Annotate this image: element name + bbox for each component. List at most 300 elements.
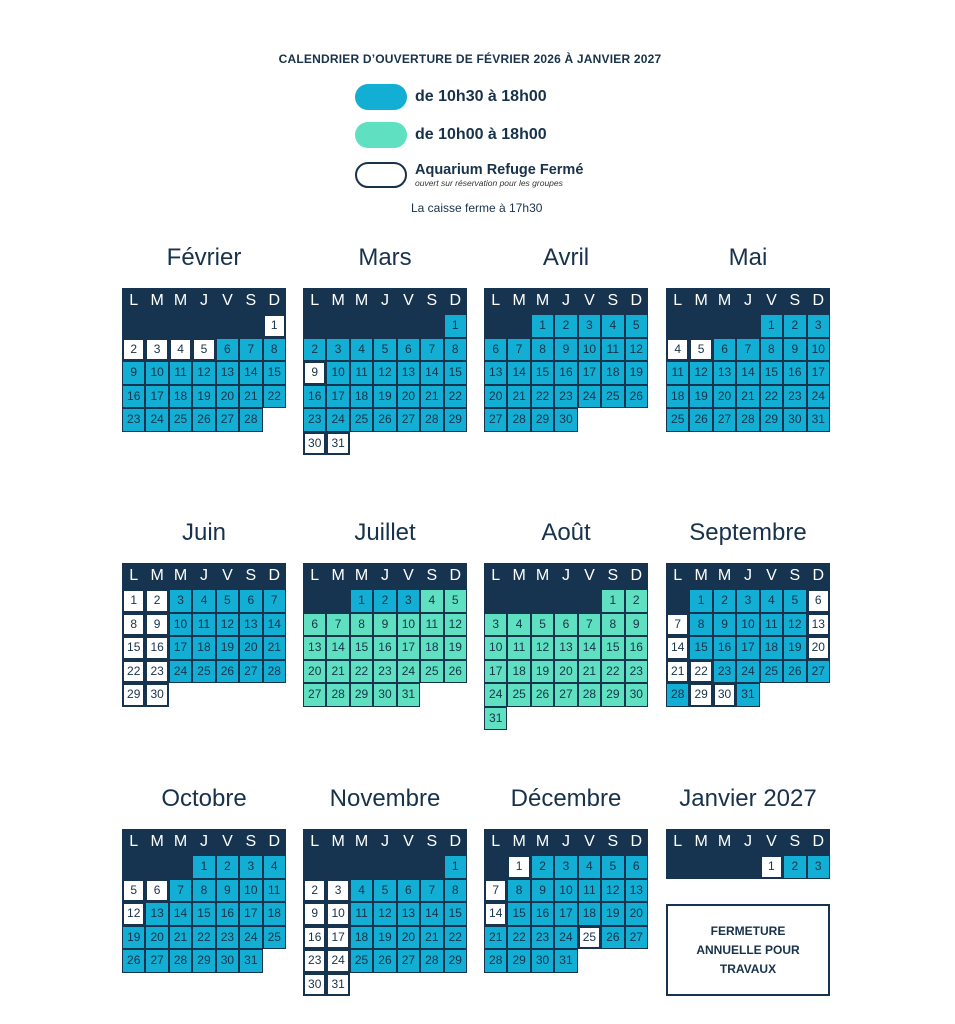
month-grid — [122, 829, 286, 973]
day-cell-hours-a: 17 — [145, 385, 168, 409]
day-cell-hours-a: 6 — [713, 338, 736, 362]
day-cell-hours-b: 13 — [303, 636, 326, 660]
day-cell-hours-b: 6 — [303, 613, 326, 637]
week-row — [666, 408, 830, 432]
day-cell-hours-a: 28 — [169, 949, 192, 973]
weekday-label: V — [403, 833, 414, 850]
day-cell-hours-a: 21 — [484, 926, 507, 950]
weekday-label: S — [607, 833, 619, 850]
day-cell-hours-b: 4 — [507, 613, 530, 637]
day-cell-closed: 16 — [145, 636, 168, 660]
day-cell-closed: 6 — [145, 879, 168, 903]
day-cell-hours-a: 23 — [216, 926, 239, 950]
day-cell-hours-a: 15 — [531, 361, 554, 385]
blank-space — [263, 683, 286, 707]
weekday-label: S — [245, 567, 257, 584]
day-cell-hours-a: 3 — [397, 589, 420, 613]
week-row — [303, 408, 467, 432]
day-cell-hours-a: 8 — [507, 879, 530, 903]
day-cell-hours-a: 8 — [531, 338, 554, 362]
weekday-label: V — [766, 567, 777, 584]
weekday-label: L — [310, 567, 320, 584]
day-cell-hours-a: 22 — [192, 926, 215, 950]
day-cell-hours-a: 7 — [239, 338, 262, 362]
weekday-label: J — [380, 833, 389, 850]
day-cell-hours-b: 17 — [484, 660, 507, 684]
legend-label-closed-sub: ouvert sur réservation pour les groupes — [415, 178, 563, 188]
week-row — [666, 660, 830, 684]
day-cell-hours-b: 31 — [484, 707, 507, 731]
empty-day-cell — [666, 589, 689, 613]
weekday-label: J — [380, 567, 389, 584]
month-name: Février — [166, 244, 242, 271]
day-cell-closed: 3 — [326, 879, 349, 903]
weekday-label: M — [512, 833, 526, 850]
empty-day-cell — [397, 314, 420, 338]
empty-day-cell — [350, 314, 373, 338]
empty-day-cell — [689, 855, 712, 879]
day-cell-hours-a: 19 — [601, 902, 624, 926]
month-grid — [484, 829, 648, 973]
day-cell-hours-a: 21 — [736, 385, 759, 409]
day-cell-hours-a: 18 — [350, 385, 373, 409]
day-cell-hours-a: 20 — [484, 385, 507, 409]
day-cell-hours-a: 11 — [601, 338, 624, 362]
weekday-label: D — [630, 292, 643, 309]
blank-space — [601, 949, 624, 973]
day-cell-hours-a: 31 — [736, 683, 759, 707]
empty-day-cell — [420, 855, 443, 879]
day-cell-hours-a: 20 — [713, 385, 736, 409]
day-cell-hours-b: 11 — [507, 636, 530, 660]
weekday-label: M — [173, 292, 188, 309]
blank-space — [350, 973, 373, 997]
day-cell-hours-a: 28 — [420, 408, 443, 432]
empty-day-cell — [420, 314, 443, 338]
day-cell-hours-a: 20 — [216, 385, 239, 409]
day-cell-hours-a: 24 — [239, 926, 262, 950]
week-row — [666, 385, 830, 409]
day-cell-hours-a: 28 — [666, 683, 689, 707]
weekday-label: J — [743, 833, 752, 850]
day-cell-closed: 12 — [122, 902, 145, 926]
day-cell-hours-b: 22 — [601, 660, 624, 684]
day-cell-hours-a: 7 — [263, 589, 286, 613]
day-cell-hours-a: 29 — [760, 408, 783, 432]
month-name: Mai — [728, 244, 768, 271]
week-row — [666, 361, 830, 385]
day-cell-hours-a: 10 — [239, 879, 262, 903]
weekday-header — [303, 829, 467, 855]
day-cell-hours-a: 6 — [625, 855, 648, 879]
day-cell-hours-a: 25 — [601, 385, 624, 409]
day-cell-hours-a: 23 — [554, 385, 577, 409]
week-row — [303, 385, 467, 409]
day-cell-hours-a: 21 — [507, 385, 530, 409]
empty-day-cell — [239, 314, 262, 338]
day-cell-hours-a: 3 — [807, 314, 830, 338]
weekday-label: L — [491, 833, 501, 850]
day-cell-hours-a: 28 — [736, 408, 759, 432]
week-row — [303, 902, 467, 926]
weekday-label: D — [812, 833, 825, 850]
day-cell-closed: 15 — [122, 636, 145, 660]
day-cell-hours-a: 9 — [122, 361, 145, 385]
day-cell-hours-a: 3 — [578, 314, 601, 338]
day-cell-hours-b: 26 — [444, 660, 467, 684]
day-cell-hours-a: 19 — [625, 361, 648, 385]
day-cell-hours-b: 8 — [601, 613, 624, 637]
empty-day-cell — [736, 855, 759, 879]
day-cell-hours-a: 6 — [484, 338, 507, 362]
day-cell-hours-a: 5 — [373, 879, 396, 903]
day-cell-hours-a: 15 — [760, 361, 783, 385]
day-cell-hours-b: 18 — [507, 660, 530, 684]
legend-item-hours-b — [355, 122, 547, 148]
day-cell-hours-a: 17 — [169, 636, 192, 660]
day-cell-closed: 14 — [666, 636, 689, 660]
day-cell-hours-a: 8 — [444, 879, 467, 903]
day-cell-hours-a: 25 — [760, 660, 783, 684]
empty-day-cell — [216, 314, 239, 338]
day-cell-hours-b: 10 — [484, 636, 507, 660]
day-cell-hours-b: 19 — [531, 660, 554, 684]
day-cell-hours-a: 4 — [601, 314, 624, 338]
week-row — [303, 613, 467, 637]
day-cell-hours-a: 7 — [420, 338, 443, 362]
weekday-label: J — [561, 292, 570, 309]
month-name: Mars — [358, 244, 412, 271]
week-row — [122, 338, 286, 362]
day-cell-hours-a: 26 — [192, 408, 215, 432]
day-cell-hours-b: 16 — [373, 636, 396, 660]
weekday-header — [484, 563, 648, 589]
day-cell-hours-b: 28 — [578, 683, 601, 707]
day-cell-hours-b: 7 — [578, 613, 601, 637]
weekday-label: S — [426, 833, 438, 850]
day-cell-hours-b: 12 — [531, 636, 554, 660]
weekday-label: D — [449, 567, 462, 584]
week-row — [484, 707, 648, 731]
day-cell-hours-a: 21 — [420, 385, 443, 409]
day-cell-hours-a: 4 — [760, 589, 783, 613]
empty-day-cell — [326, 314, 349, 338]
day-cell-hours-a: 28 — [507, 408, 530, 432]
week-row — [484, 408, 648, 432]
week-row — [122, 879, 286, 903]
weekday-label: S — [607, 292, 619, 309]
month-grid — [666, 563, 830, 707]
day-cell-hours-a: 3 — [736, 589, 759, 613]
blank-space — [444, 683, 467, 707]
day-cell-hours-a: 19 — [373, 926, 396, 950]
weekday-label: J — [199, 567, 208, 584]
day-cell-hours-a: 12 — [216, 613, 239, 637]
empty-day-cell — [531, 589, 554, 613]
day-cell-hours-b: 24 — [484, 683, 507, 707]
day-cell-closed: 30 — [145, 683, 168, 707]
blank-space — [239, 683, 262, 707]
weekday-label: M — [354, 292, 369, 309]
day-cell-hours-b: 2 — [625, 589, 648, 613]
day-cell-hours-a: 26 — [689, 408, 712, 432]
day-cell-hours-a: 31 — [554, 949, 577, 973]
week-row — [484, 879, 648, 903]
empty-day-cell — [666, 314, 689, 338]
blank-space — [420, 432, 443, 456]
day-cell-closed: 5 — [192, 338, 215, 362]
day-cell-hours-a: 17 — [554, 902, 577, 926]
weekday-label: V — [222, 567, 233, 584]
empty-day-cell — [303, 855, 326, 879]
empty-day-cell — [578, 589, 601, 613]
day-cell-hours-b: 5 — [444, 589, 467, 613]
week-row — [122, 683, 286, 707]
weekday-label: S — [607, 567, 619, 584]
week-row — [666, 338, 830, 362]
blank-space — [216, 683, 239, 707]
day-cell-hours-b: 3 — [484, 613, 507, 637]
day-cell-hours-a: 27 — [807, 660, 830, 684]
week-row — [122, 855, 286, 879]
week-row — [484, 613, 648, 637]
day-cell-hours-b: 14 — [578, 636, 601, 660]
blank-space — [625, 707, 648, 731]
day-cell-closed: 6 — [807, 589, 830, 613]
day-cell-hours-a: 12 — [192, 361, 215, 385]
day-cell-hours-a: 3 — [326, 338, 349, 362]
blank-space — [420, 973, 443, 997]
day-cell-hours-a: 23 — [531, 926, 554, 950]
day-cell-closed: 31 — [326, 432, 349, 456]
day-cell-hours-a: 30 — [216, 949, 239, 973]
blank-space — [507, 707, 530, 731]
day-cell-hours-a: 2 — [713, 589, 736, 613]
day-cell-hours-a: 7 — [507, 338, 530, 362]
day-cell-hours-a: 11 — [578, 879, 601, 903]
week-row — [303, 879, 467, 903]
day-cell-hours-a: 11 — [192, 613, 215, 637]
day-cell-hours-a: 7 — [420, 879, 443, 903]
day-cell-hours-a: 7 — [736, 338, 759, 362]
month-grid — [303, 563, 467, 707]
day-cell-hours-a: 14 — [239, 361, 262, 385]
day-cell-closed: 29 — [122, 683, 145, 707]
empty-day-cell — [736, 314, 759, 338]
weekday-label: D — [449, 833, 462, 850]
annual-closure-notice: FERMETURE ANNUELLE POUR TRAVAUX — [666, 904, 830, 996]
day-cell-hours-a: 17 — [807, 361, 830, 385]
day-cell-hours-a: 1 — [444, 855, 467, 879]
day-cell-closed: 23 — [303, 949, 326, 973]
month-grid — [484, 563, 648, 730]
day-cell-hours-a: 20 — [397, 926, 420, 950]
weekday-label: J — [199, 292, 208, 309]
day-cell-hours-a: 13 — [216, 361, 239, 385]
empty-day-cell — [554, 589, 577, 613]
blank-space — [373, 973, 396, 997]
blank-space — [578, 707, 601, 731]
blank-space — [444, 432, 467, 456]
weekday-header — [122, 288, 286, 314]
blank-space — [625, 408, 648, 432]
day-cell-hours-a: 18 — [760, 636, 783, 660]
day-cell-hours-a: 14 — [420, 361, 443, 385]
day-cell-hours-a: 16 — [531, 902, 554, 926]
blank-space — [169, 683, 192, 707]
day-cell-hours-b: 9 — [625, 613, 648, 637]
weekday-label: M — [512, 567, 526, 584]
blank-space — [554, 707, 577, 731]
day-cell-hours-a: 15 — [444, 902, 467, 926]
week-row — [484, 338, 648, 362]
day-cell-hours-a: 12 — [689, 361, 712, 385]
day-cell-closed: 25 — [578, 926, 601, 950]
weekday-label: M — [150, 292, 164, 309]
day-cell-hours-b: 23 — [625, 660, 648, 684]
day-cell-hours-b: 12 — [444, 613, 467, 637]
day-cell-hours-a: 27 — [239, 660, 262, 684]
week-row — [122, 636, 286, 660]
day-cell-hours-b: 17 — [397, 636, 420, 660]
day-cell-hours-a: 2 — [373, 589, 396, 613]
weekday-label: J — [743, 567, 752, 584]
month-grid — [303, 829, 467, 996]
day-cell-hours-a: 21 — [420, 926, 443, 950]
empty-day-cell — [326, 589, 349, 613]
day-cell-hours-a: 27 — [625, 926, 648, 950]
day-cell-hours-a: 19 — [192, 385, 215, 409]
day-cell-hours-a: 24 — [807, 385, 830, 409]
day-cell-hours-a: 22 — [531, 385, 554, 409]
month-name: Août — [541, 519, 591, 546]
day-cell-hours-a: 1 — [350, 589, 373, 613]
empty-day-cell — [145, 855, 168, 879]
day-cell-hours-b: 11 — [420, 613, 443, 637]
day-cell-hours-b: 5 — [531, 613, 554, 637]
empty-day-cell — [507, 314, 530, 338]
day-cell-hours-a: 19 — [689, 385, 712, 409]
weekday-label: J — [380, 292, 389, 309]
weekday-label: D — [812, 292, 825, 309]
day-cell-closed: 1 — [760, 855, 783, 879]
month-name: Juillet — [354, 519, 416, 546]
day-cell-hours-a: 22 — [444, 385, 467, 409]
weekday-label: M — [717, 567, 732, 584]
weekday-label: J — [561, 567, 570, 584]
weekday-label: D — [630, 567, 643, 584]
day-cell-closed: 2 — [145, 589, 168, 613]
day-cell-hours-a: 8 — [192, 879, 215, 903]
week-row — [303, 636, 467, 660]
legend-item-closed — [355, 162, 583, 188]
week-row — [122, 949, 286, 973]
day-cell-hours-a: 4 — [350, 338, 373, 362]
day-cell-hours-a: 11 — [350, 902, 373, 926]
day-cell-hours-a: 1 — [531, 314, 554, 338]
day-cell-hours-a: 16 — [713, 636, 736, 660]
empty-day-cell — [169, 855, 192, 879]
day-cell-hours-a: 6 — [397, 338, 420, 362]
day-cell-hours-a: 22 — [444, 926, 467, 950]
week-row — [666, 613, 830, 637]
day-cell-hours-b: 27 — [303, 683, 326, 707]
day-cell-hours-a: 26 — [373, 408, 396, 432]
day-cell-hours-a: 15 — [263, 361, 286, 385]
day-cell-hours-a: 4 — [350, 879, 373, 903]
empty-day-cell — [666, 855, 689, 879]
day-cell-closed: 5 — [689, 338, 712, 362]
day-cell-hours-b: 1 — [601, 589, 624, 613]
day-cell-hours-a: 31 — [239, 949, 262, 973]
day-cell-hours-a: 16 — [122, 385, 145, 409]
day-cell-hours-b: 7 — [326, 613, 349, 637]
weekday-label: V — [222, 292, 233, 309]
legend-label-closed: Aquarium Refuge Fermé — [415, 161, 584, 178]
day-cell-hours-a: 2 — [783, 314, 806, 338]
day-cell-hours-a: 24 — [326, 408, 349, 432]
weekday-label: S — [245, 833, 257, 850]
weekday-header — [122, 563, 286, 589]
weekday-label: D — [449, 292, 462, 309]
day-cell-hours-a: 1 — [689, 589, 712, 613]
week-row — [122, 660, 286, 684]
day-cell-hours-a: 21 — [263, 636, 286, 660]
day-cell-hours-a: 24 — [578, 385, 601, 409]
day-cell-hours-a: 5 — [373, 338, 396, 362]
day-cell-hours-a: 3 — [807, 855, 830, 879]
day-cell-hours-a: 10 — [807, 338, 830, 362]
weekday-label: M — [717, 292, 732, 309]
day-cell-hours-a: 1 — [760, 314, 783, 338]
day-cell-hours-b: 8 — [350, 613, 373, 637]
weekday-label: S — [789, 833, 801, 850]
day-cell-hours-b: 26 — [531, 683, 554, 707]
day-cell-hours-a: 30 — [783, 408, 806, 432]
weekday-label: V — [766, 292, 777, 309]
day-cell-hours-a: 14 — [420, 902, 443, 926]
day-cell-hours-b: 4 — [420, 589, 443, 613]
weekday-label: M — [331, 292, 345, 309]
weekday-label: M — [173, 567, 188, 584]
week-row — [484, 660, 648, 684]
day-cell-closed: 21 — [666, 660, 689, 684]
day-cell-hours-a: 26 — [625, 385, 648, 409]
legend-label-hours-a: de 10h30 à 18h00 — [415, 88, 547, 105]
day-cell-hours-a: 9 — [713, 613, 736, 637]
week-row — [122, 385, 286, 409]
weekday-header — [303, 288, 467, 314]
day-cell-hours-a: 10 — [326, 361, 349, 385]
month-grid — [122, 563, 286, 707]
day-cell-hours-a: 25 — [263, 926, 286, 950]
day-cell-hours-a: 17 — [326, 385, 349, 409]
day-cell-hours-a: 27 — [713, 408, 736, 432]
empty-day-cell — [373, 855, 396, 879]
weekday-header — [484, 829, 648, 855]
day-cell-hours-a: 12 — [601, 879, 624, 903]
day-cell-closed: 24 — [326, 949, 349, 973]
day-cell-hours-a: 23 — [713, 660, 736, 684]
day-cell-hours-a: 8 — [760, 338, 783, 362]
empty-day-cell — [484, 314, 507, 338]
day-cell-hours-a: 10 — [736, 613, 759, 637]
day-cell-hours-a: 29 — [531, 408, 554, 432]
day-cell-hours-a: 5 — [216, 589, 239, 613]
day-cell-hours-a: 6 — [239, 589, 262, 613]
day-cell-hours-a: 23 — [122, 408, 145, 432]
month-name: Octobre — [161, 785, 247, 812]
